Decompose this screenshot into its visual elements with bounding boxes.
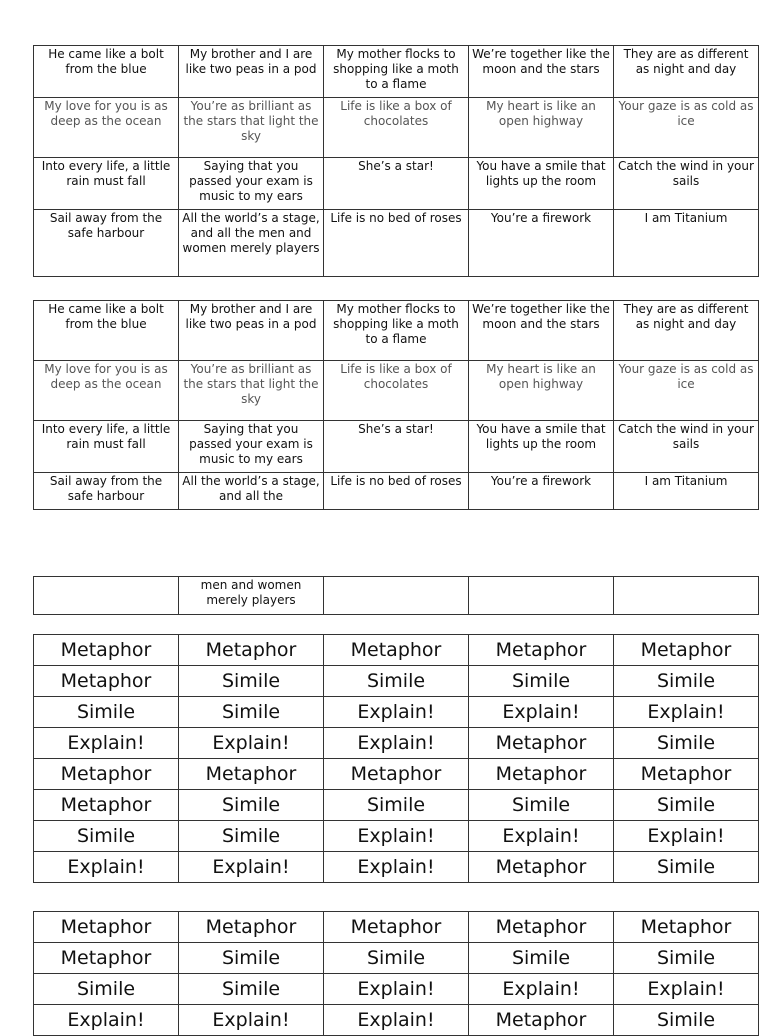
table-row xyxy=(34,98,759,158)
phrase-card: She’s a star! xyxy=(324,158,469,210)
phrase-card: All the world’s a stage, and all the men and women merely players xyxy=(179,210,324,277)
table-row xyxy=(34,666,759,697)
label-card: Metaphor xyxy=(34,912,179,943)
phrase-card: My brother and I are like two peas in a pod xyxy=(179,46,324,98)
label-card: Simile xyxy=(179,821,324,852)
label-card: Explain! xyxy=(179,1005,324,1036)
phrase-card-table-1 xyxy=(33,45,759,277)
label-card-table-1 xyxy=(33,634,759,883)
phrase-card: You have a smile that lights up the room xyxy=(469,158,614,210)
phrase-card xyxy=(324,577,469,615)
phrase-card: My mother flocks to shopping like a moth to a flame xyxy=(324,46,469,98)
label-card: Simile xyxy=(34,821,179,852)
label-card: Explain! xyxy=(469,974,614,1005)
phrase-card: My heart is like an open highway xyxy=(469,361,614,421)
table-row xyxy=(34,1005,759,1036)
phrase-card xyxy=(34,577,179,615)
label-card: Simile xyxy=(324,790,469,821)
phrase-card: My love for you is as deep as the ocean xyxy=(34,98,179,158)
label-card: Explain! xyxy=(34,728,179,759)
table-row xyxy=(34,577,759,615)
label-card: Simile xyxy=(34,974,179,1005)
table-row xyxy=(34,210,759,277)
phrase-card: Life is like a box of chocolates xyxy=(324,98,469,158)
phrase-card: You’re a firework xyxy=(469,210,614,277)
table-row xyxy=(34,473,759,510)
table-row xyxy=(34,301,759,361)
label-card: Metaphor xyxy=(34,943,179,974)
phrase-card: Your gaze is as cold as ice xyxy=(614,361,759,421)
label-card: Metaphor xyxy=(179,635,324,666)
label-card: Metaphor xyxy=(324,759,469,790)
label-card: Metaphor xyxy=(324,635,469,666)
label-card: Explain! xyxy=(324,728,469,759)
table-row xyxy=(34,790,759,821)
phrase-card: Your gaze is as cold as ice xyxy=(614,98,759,158)
label-card: Explain! xyxy=(179,852,324,883)
label-card: Metaphor xyxy=(469,759,614,790)
phrase-card xyxy=(469,577,614,615)
label-card: Explain! xyxy=(34,852,179,883)
label-card: Simile xyxy=(324,943,469,974)
label-card: Simile xyxy=(324,666,469,697)
label-card: Simile xyxy=(179,666,324,697)
phrase-card: Sail away from the safe harbour xyxy=(34,210,179,277)
label-card: Simile xyxy=(469,666,614,697)
phrase-card-table-2 xyxy=(33,300,759,510)
label-card: Explain! xyxy=(614,821,759,852)
label-card: Explain! xyxy=(469,821,614,852)
label-card: Metaphor xyxy=(34,666,179,697)
table-row xyxy=(34,912,759,943)
table-row xyxy=(34,759,759,790)
label-card: Metaphor xyxy=(34,790,179,821)
label-card: Metaphor xyxy=(34,635,179,666)
label-card: Explain! xyxy=(324,821,469,852)
label-card: Simile xyxy=(179,790,324,821)
label-card: Explain! xyxy=(469,697,614,728)
phrase-card-table-2-continued xyxy=(33,576,759,615)
table-row xyxy=(34,728,759,759)
table-row xyxy=(34,697,759,728)
phrase-card: Sail away from the safe harbour xyxy=(34,473,179,510)
label-card: Metaphor xyxy=(469,635,614,666)
table-row xyxy=(34,943,759,974)
label-card: Simile xyxy=(614,790,759,821)
label-card: Metaphor xyxy=(469,1005,614,1036)
label-card: Simile xyxy=(614,666,759,697)
phrase-card: Catch the wind in your sails xyxy=(614,158,759,210)
phrase-card: Saying that you passed your exam is music to my ears xyxy=(179,421,324,473)
phrase-card: All the world’s a stage, and all the xyxy=(179,473,324,510)
label-card: Metaphor xyxy=(179,912,324,943)
label-card: Metaphor xyxy=(469,728,614,759)
phrase-card: They are as different as night and day xyxy=(614,301,759,361)
label-card: Metaphor xyxy=(614,635,759,666)
phrase-card: They are as different as night and day xyxy=(614,46,759,98)
table-row xyxy=(34,46,759,98)
label-card: Explain! xyxy=(324,852,469,883)
table-row xyxy=(34,852,759,883)
label-card: Metaphor xyxy=(469,912,614,943)
label-card: Simile xyxy=(614,852,759,883)
phrase-card: Life is no bed of roses xyxy=(324,473,469,510)
label-card: Explain! xyxy=(179,728,324,759)
label-card: Explain! xyxy=(324,974,469,1005)
phrase-card: My heart is like an open highway xyxy=(469,98,614,158)
label-card: Simile xyxy=(179,974,324,1005)
phrase-card: I am Titanium xyxy=(614,210,759,277)
label-card: Metaphor xyxy=(34,759,179,790)
label-card: Metaphor xyxy=(469,852,614,883)
phrase-card: He came like a bolt from the blue xyxy=(34,46,179,98)
label-card: Simile xyxy=(614,1005,759,1036)
phrase-card: My mother flocks to shopping like a moth to a flame xyxy=(324,301,469,361)
phrase-card: He came like a bolt from the blue xyxy=(34,301,179,361)
label-card: Simile xyxy=(179,943,324,974)
phrase-card: Catch the wind in your sails xyxy=(614,421,759,473)
label-card: Metaphor xyxy=(179,759,324,790)
label-card-table-2 xyxy=(33,911,759,1036)
table-row xyxy=(34,974,759,1005)
label-card: Simile xyxy=(179,697,324,728)
label-card: Explain! xyxy=(614,974,759,1005)
label-card: Simile xyxy=(614,728,759,759)
phrase-card: You’re as brilliant as the stars that light the sky xyxy=(179,361,324,421)
phrase-card: men and women merely players xyxy=(179,577,324,615)
phrase-card: We’re together like the moon and the stars xyxy=(469,301,614,361)
phrase-card: Saying that you passed your exam is music to my ears xyxy=(179,158,324,210)
table-row xyxy=(34,635,759,666)
label-card: Explain! xyxy=(324,697,469,728)
table-row xyxy=(34,361,759,421)
phrase-card: You’re as brilliant as the stars that light the sky xyxy=(179,98,324,158)
table-row xyxy=(34,821,759,852)
label-card: Simile xyxy=(34,697,179,728)
table-row xyxy=(34,421,759,473)
phrase-card: My brother and I are like two peas in a pod xyxy=(179,301,324,361)
label-card: Simile xyxy=(469,790,614,821)
label-card: Metaphor xyxy=(324,912,469,943)
label-card: Explain! xyxy=(34,1005,179,1036)
phrase-card: She’s a star! xyxy=(324,421,469,473)
phrase-card: I am Titanium xyxy=(614,473,759,510)
phrase-card: We’re together like the moon and the stars xyxy=(469,46,614,98)
phrase-card: You’re a firework xyxy=(469,473,614,510)
phrase-card: Life is no bed of roses xyxy=(324,210,469,277)
label-card: Metaphor xyxy=(614,759,759,790)
phrase-card: You have a smile that lights up the room xyxy=(469,421,614,473)
phrase-card: Into every life, a little rain must fall xyxy=(34,421,179,473)
phrase-card xyxy=(614,577,759,615)
label-card: Simile xyxy=(469,943,614,974)
table-row xyxy=(34,158,759,210)
label-card: Metaphor xyxy=(614,912,759,943)
label-card: Explain! xyxy=(614,697,759,728)
phrase-card: Into every life, a little rain must fall xyxy=(34,158,179,210)
label-card: Explain! xyxy=(324,1005,469,1036)
phrase-card: Life is like a box of chocolates xyxy=(324,361,469,421)
phrase-card: My love for you is as deep as the ocean xyxy=(34,361,179,421)
label-card: Simile xyxy=(614,943,759,974)
